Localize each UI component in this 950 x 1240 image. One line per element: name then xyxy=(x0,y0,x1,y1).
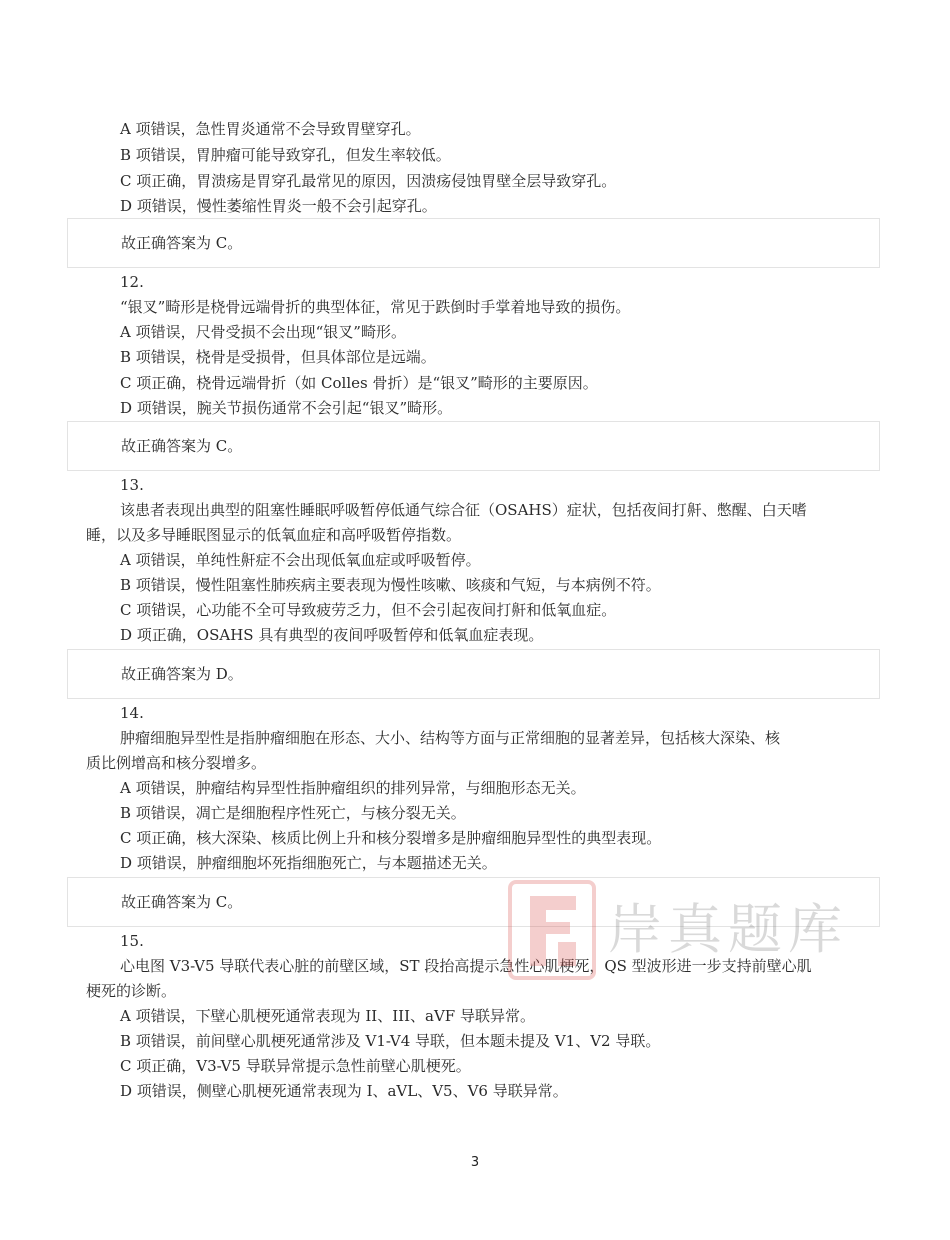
option-line: C 项正确，胃溃疡是胃穿孔最常见的原因，因溃疡侵蚀胃壁全层导致穿孔。 xyxy=(120,172,617,190)
explanation-text: 该患者表现出典型的阻塞性睡眠呼吸暂停低通气综合征（OSAHS）症状，包括夜间打鼾、憋醒、白天嗜 xyxy=(120,501,807,519)
option-line: D 项错误，侧壁心肌梗死通常表现为 I、aVL、V5、V6 导联异常。 xyxy=(120,1082,568,1100)
explanation-text: 睡，以及多导睡眠图显示的低氧血症和高呼吸暂停指数。 xyxy=(86,526,462,544)
question-number: 12. xyxy=(120,273,144,291)
watermark-logo-icon xyxy=(508,880,596,980)
option-line: D 项正确，OSAHS 具有典型的夜间呼吸暂停和低氧血症表现。 xyxy=(120,626,544,644)
option-line: B 项错误，前间壁心肌梗死通常涉及 V1-V4 导联，但本题未提及 V1、V2 导联。 xyxy=(120,1032,661,1050)
option-line: C 项正确，V3-V5 导联异常提示急性前壁心肌梗死。 xyxy=(120,1057,471,1075)
answer-box xyxy=(67,218,880,268)
answer-text: 故正确答案为 C。 xyxy=(121,893,243,911)
option-line: D 项错误，慢性萎缩性胃炎一般不会引起穿孔。 xyxy=(120,197,437,215)
explanation-text: “银叉”畸形是桡骨远端骨折的典型体征，常见于跌倒时手掌着地导致的损伤。 xyxy=(120,298,631,316)
explanation-text: 梗死的诊断。 xyxy=(86,982,177,1000)
explanation-text: 心电图 V3-V5 导联代表心脏的前壁区域，ST 段抬高提示急性心肌梗死，QS 型波形进一步支持前壁心肌 xyxy=(120,957,812,975)
page-number: 3 xyxy=(470,1155,480,1170)
option-line: B 项错误，慢性阻塞性肺疾病主要表现为慢性咳嗽、咳痰和气短，与本病例不符。 xyxy=(120,576,661,594)
option-line: C 项错误，心功能不全可导致疲劳乏力，但不会引起夜间打鼾和低氧血症。 xyxy=(120,601,617,619)
option-line: A 项错误，下壁心肌梗死通常表现为 II、III、aVF 导联异常。 xyxy=(120,1007,535,1025)
watermark xyxy=(508,880,848,980)
option-line: A 项错误，单纯性鼾症不会出现低氧血症或呼吸暂停。 xyxy=(120,551,481,569)
option-line: B 项错误，胃肿瘤可能导致穿孔，但发生率较低。 xyxy=(120,146,451,164)
watermark-text: 岸真题库 xyxy=(608,898,848,961)
option-line: A 项错误，尺骨受损不会出现“银叉”畸形。 xyxy=(120,323,406,341)
option-line: A 项错误，肿瘤结构异型性指肿瘤组织的排列异常，与细胞形态无关。 xyxy=(120,779,586,797)
answer-box xyxy=(67,421,880,471)
question-number: 13. xyxy=(120,476,144,494)
explanation-text: 肿瘤细胞异型性是指肿瘤细胞在形态、大小、结构等方面与正常细胞的显著差异，包括核大深染、核 xyxy=(120,729,781,747)
option-line: D 项错误，腕关节损伤通常不会引起“银叉”畸形。 xyxy=(120,399,453,417)
question-number: 15. xyxy=(120,932,144,950)
option-line: C 项正确，核大深染、核质比例上升和核分裂增多是肿瘤细胞异型性的典型表现。 xyxy=(120,829,662,847)
option-line: C 项正确，桡骨远端骨折（如 Colles 骨折）是“银叉”畸形的主要原因。 xyxy=(120,374,598,392)
answer-text: 故正确答案为 D。 xyxy=(121,665,243,683)
answer-text: 故正确答案为 C。 xyxy=(121,437,243,455)
question-number: 14. xyxy=(120,704,144,722)
option-line: A 项错误，急性胃炎通常不会导致胃壁穿孔。 xyxy=(120,120,421,138)
answer-box xyxy=(67,649,880,699)
answer-text: 故正确答案为 C。 xyxy=(121,234,243,252)
option-line: B 项错误，桡骨是受损骨，但具体部位是远端。 xyxy=(120,348,436,366)
explanation-text: 质比例增高和核分裂增多。 xyxy=(86,754,267,772)
option-line: B 项错误，凋亡是细胞程序性死亡，与核分裂无关。 xyxy=(120,804,466,822)
option-line: D 项错误，肿瘤细胞坏死指细胞死亡，与本题描述无关。 xyxy=(120,854,497,872)
